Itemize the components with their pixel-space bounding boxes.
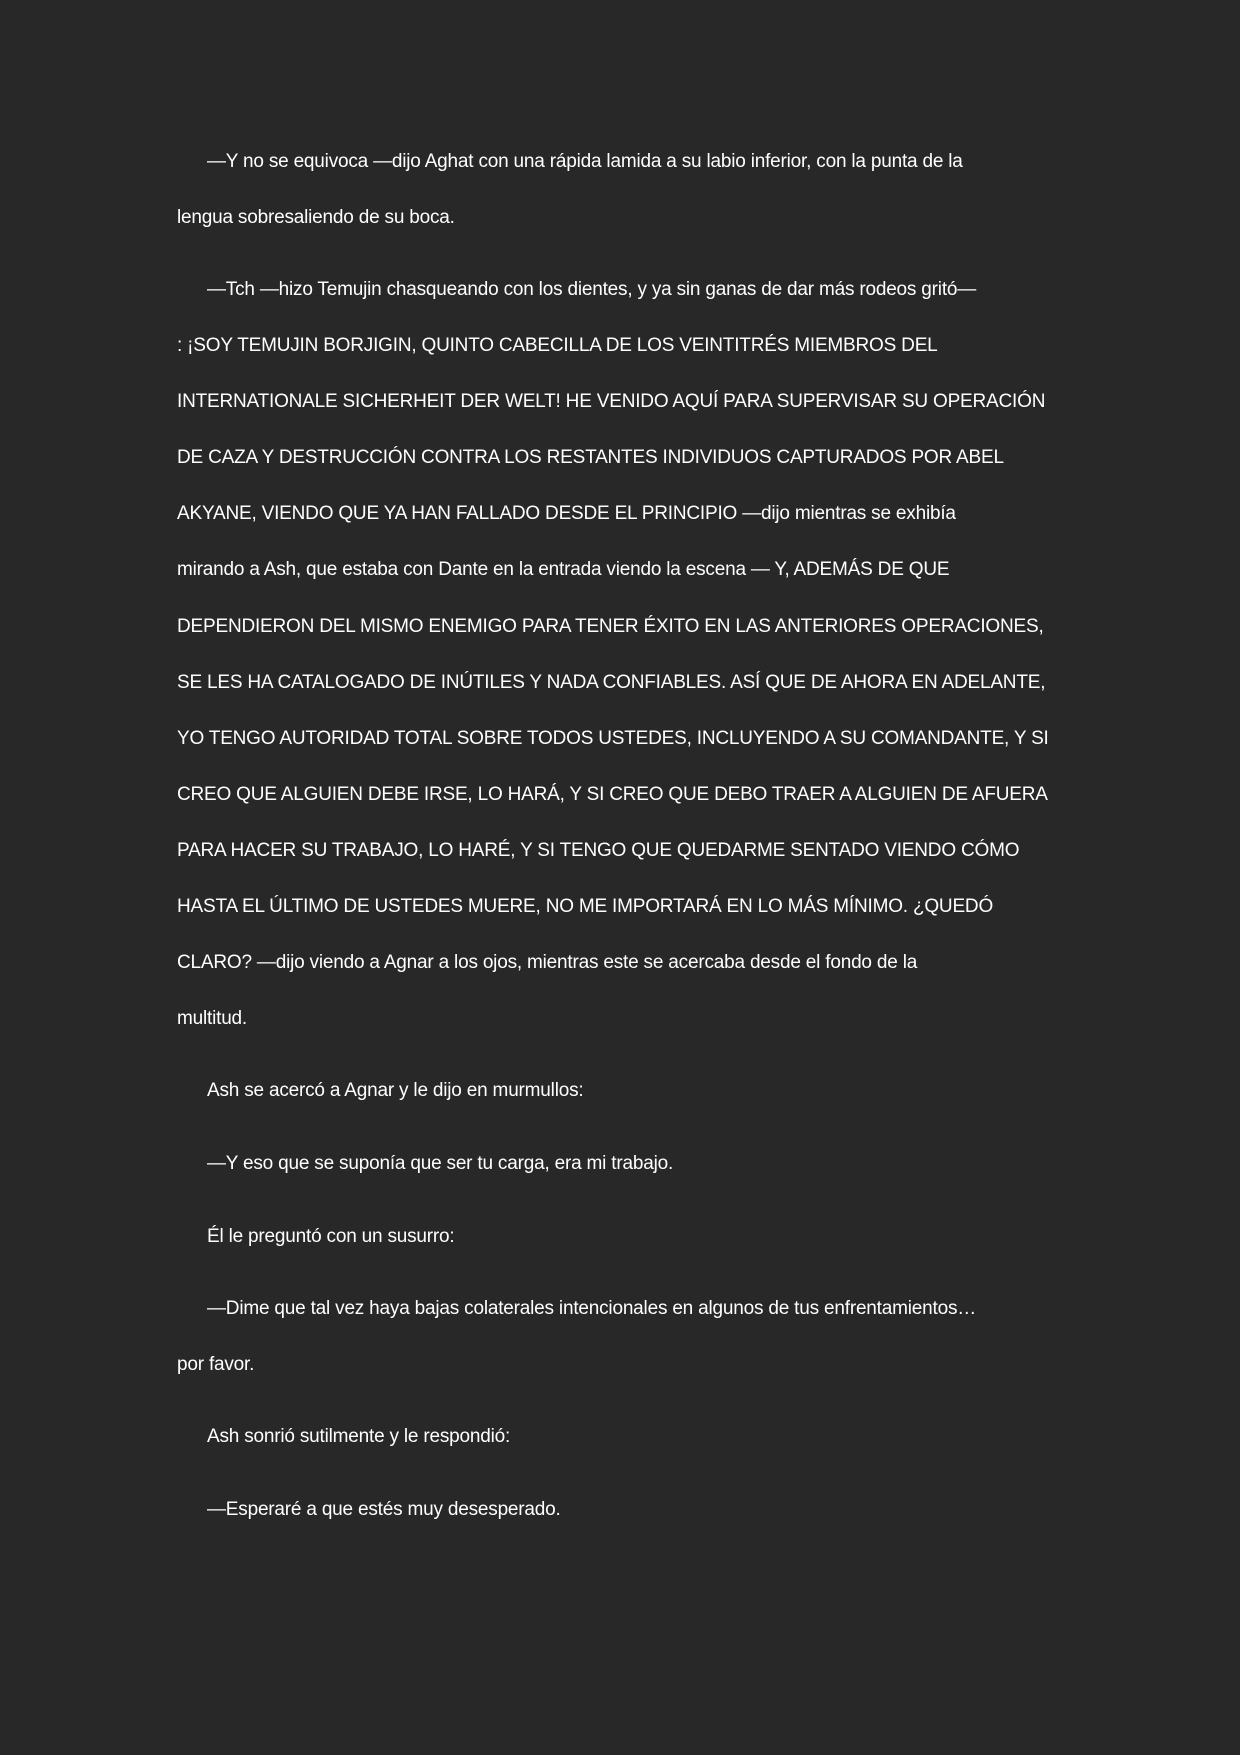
- text-line: INTERNATIONALE SICHERHEIT DER WELT! HE VENIDO AQUÍ PARA SUPERVISAR SU OPERACIÓN: [177, 391, 1046, 412]
- text-line: YO TENGO AUTORIDAD TOTAL SOBRE TODOS USTEDES, INCLUYENDO A SU COMANDANTE, Y SI: [177, 728, 1049, 749]
- text-line: por favor.: [177, 1354, 255, 1375]
- text-line: —Tch —hizo Temujin chasqueando con los dientes, y ya sin ganas de dar más rodeos gritó—: [207, 279, 977, 300]
- text-line: CREO QUE ALGUIEN DEBE IRSE, LO HARÁ, Y SI CREO QUE DEBO TRAER A ALGUIEN DE AFUERA: [177, 784, 1048, 805]
- text-line: —Esperaré a que estés muy desesperado.: [207, 1499, 561, 1520]
- text-line: PARA HACER SU TRABAJO, LO HARÉ, Y SI TENGO QUE QUEDARME SENTADO VIENDO CÓMO: [177, 840, 1020, 861]
- text-line: AKYANE, VIENDO QUE YA HAN FALLADO DESDE EL PRINCIPIO —dijo mientras se exhibía: [177, 503, 956, 524]
- text-line: Él le preguntó con un susurro:: [207, 1226, 455, 1247]
- text-line: DEPENDIERON DEL MISMO ENEMIGO PARA TENER ÉXITO EN LAS ANTERIORES OPERACIONES,: [177, 616, 1044, 637]
- text-line: —Dime que tal vez haya bajas colaterales intencionales en algunos de tus enfrentamientos…: [207, 1298, 977, 1319]
- text-line: multitud.: [177, 1008, 248, 1029]
- text-line: DE CAZA Y DESTRUCCIÓN CONTRA LOS RESTANTES INDIVIDUOS CAPTURADOS POR ABEL: [177, 447, 1004, 468]
- text-line: HASTA EL ÚLTIMO DE USTEDES MUERE, NO ME IMPORTARÁ EN LO MÁS MÍNIMO. ¿QUEDÓ: [177, 896, 994, 917]
- text-line: mirando a Ash, que estaba con Dante en la entrada viendo la escena — Y, ADEMÁS DE QUE: [177, 559, 950, 580]
- text-line: —Y eso que se suponía que ser tu carga, era mi trabajo.: [207, 1153, 674, 1174]
- text-line: CLARO? —dijo viendo a Agnar a los ojos, mientras este se acercaba desde el fondo de la: [177, 952, 918, 973]
- text-line: : ¡SOY TEMUJIN BORJIGIN, QUINTO CABECILLA DE LOS VEINTITRÉS MIEMBROS DEL: [177, 335, 938, 356]
- text-line: Ash se acercó a Agnar y le dijo en murmullos:: [207, 1080, 584, 1101]
- text-line: —Y no se equivoca —dijo Aghat con una rápida lamida a su labio inferior, con la punta de la: [207, 151, 963, 172]
- text-line: SE LES HA CATALOGADO DE INÚTILES Y NADA CONFIABLES. ASÍ QUE DE AHORA EN ADELANTE,: [177, 672, 1046, 693]
- text-line: Ash sonrió sutilmente y le respondió:: [207, 1426, 511, 1447]
- text-line: lengua sobresaliendo de su boca.: [177, 207, 455, 228]
